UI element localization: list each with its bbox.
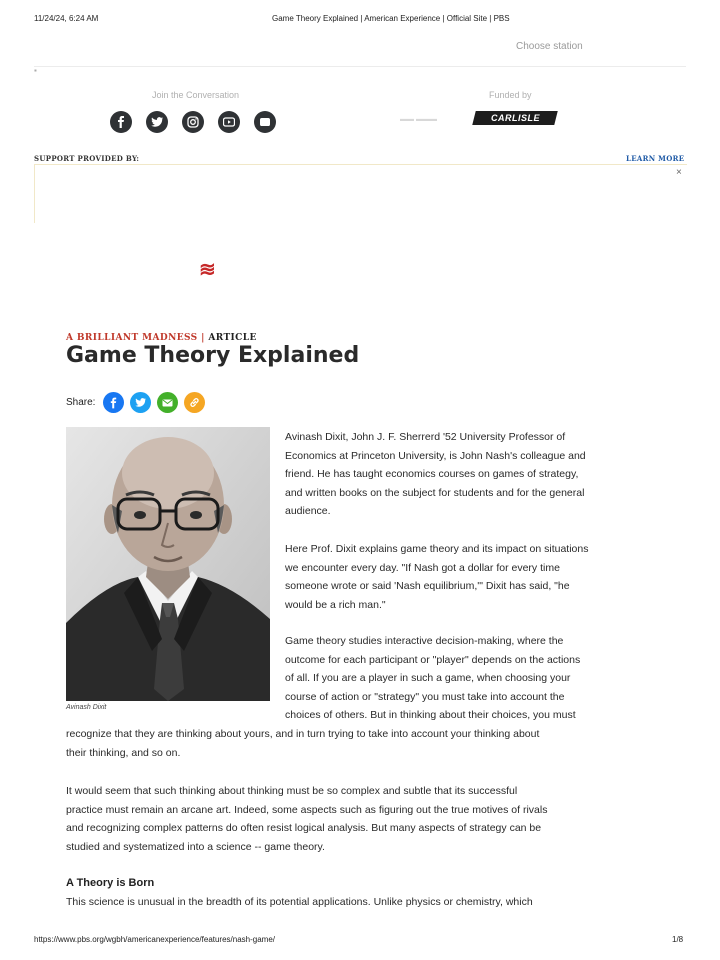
article-type: ARTICLE bbox=[208, 333, 257, 343]
section-heading: A Theory is Born bbox=[66, 877, 155, 889]
print-page-title: Game Theory Explained | American Experience | Official Site | PBS bbox=[272, 14, 510, 23]
sponsor-ad-area bbox=[34, 164, 687, 223]
facebook-icon[interactable] bbox=[103, 392, 124, 413]
article-paragraph: Avinash Dixit, John J. F. Sherrerd '52 University Professor of Economics at Princeton University, is John Nash's colleague and friend. He has taught economics courses on games of strategy, and written books on the subject for students and for the general audience. bbox=[285, 431, 586, 518]
learn-more-link[interactable]: LEARN MORE bbox=[626, 154, 685, 163]
article-paragraph: recognize that they are thinking about yours, and in turn trying to take into account your thinking about their thinking, and so on. bbox=[66, 728, 540, 759]
print-datetime: 11/24/24, 6:24 AM bbox=[34, 14, 99, 23]
header-divider bbox=[34, 66, 686, 67]
tumblr-icon[interactable] bbox=[254, 111, 276, 133]
funder-secondary-logo: ▬▬ ▬▬▬ bbox=[400, 116, 437, 123]
article-title: Game Theory Explained bbox=[66, 343, 360, 368]
twitter-icon[interactable] bbox=[130, 392, 151, 413]
article-eyebrow bbox=[66, 333, 257, 343]
youtube-icon[interactable] bbox=[218, 111, 240, 133]
funded-by-label: Funded by bbox=[489, 90, 532, 100]
share-label: Share: bbox=[66, 397, 96, 408]
avinash-dixit-photo bbox=[66, 427, 270, 701]
twitter-icon[interactable] bbox=[146, 111, 168, 133]
close-icon[interactable]: × bbox=[676, 167, 682, 178]
link-icon[interactable] bbox=[184, 392, 205, 413]
eyebrow-separator: | bbox=[201, 333, 205, 343]
series-link[interactable]: A BRILLIANT MADNESS bbox=[66, 333, 198, 343]
carlisle-funder-logo[interactable]: CARLISLE bbox=[472, 111, 557, 125]
support-provided-label: SUPPORT PROVIDED BY: bbox=[34, 154, 140, 163]
email-icon[interactable] bbox=[157, 392, 178, 413]
choose-station-link[interactable]: Choose station bbox=[516, 41, 583, 52]
print-page-number: 1/8 bbox=[672, 935, 684, 944]
join-conversation-label: Join the Conversation bbox=[152, 90, 240, 100]
photo-caption: Avinash Dixit bbox=[66, 704, 107, 711]
article-paragraph: It would seem that such thinking about thinking must be so complex and subtle that its successful practice must remain an arcane art. Indeed, some aspects such as figuring out the true motives of rivals and recognizing complex patterns do often resist logical analysis. But many aspects of strategy can be studied and systematized into a science -- game theory. bbox=[66, 785, 548, 853]
article-paragraph: This science is unusual in the breadth of its potential applications. Unlike physics or chemistry, which bbox=[66, 896, 533, 908]
print-footer-url: https://www.pbs.org/wgbh/americanexperience/features/nash-game/ bbox=[34, 935, 276, 944]
header-marker: ▪ bbox=[34, 66, 37, 75]
facebook-icon[interactable] bbox=[110, 111, 132, 133]
share-bar bbox=[66, 392, 205, 413]
article-paragraph: Game theory studies interactive decision-making, where the outcome for each participant or "player" depends on the actions of all. If you are a player in such a game, when choosing your course of action or "strategy" you must take into account the choices of others. But in thinking about their choices, you must bbox=[285, 635, 581, 722]
american-experience-logo-icon: ≋ bbox=[199, 259, 216, 281]
social-links bbox=[110, 111, 276, 133]
article-paragraph: Here Prof. Dixit explains game theory and its impact on situations we encounter every day. "If Nash got a dollar for every time someone wrote or said 'Nash equilibrium,'" Dixit has said, "he would be a rich man." bbox=[285, 543, 589, 611]
instagram-icon[interactable] bbox=[182, 111, 204, 133]
